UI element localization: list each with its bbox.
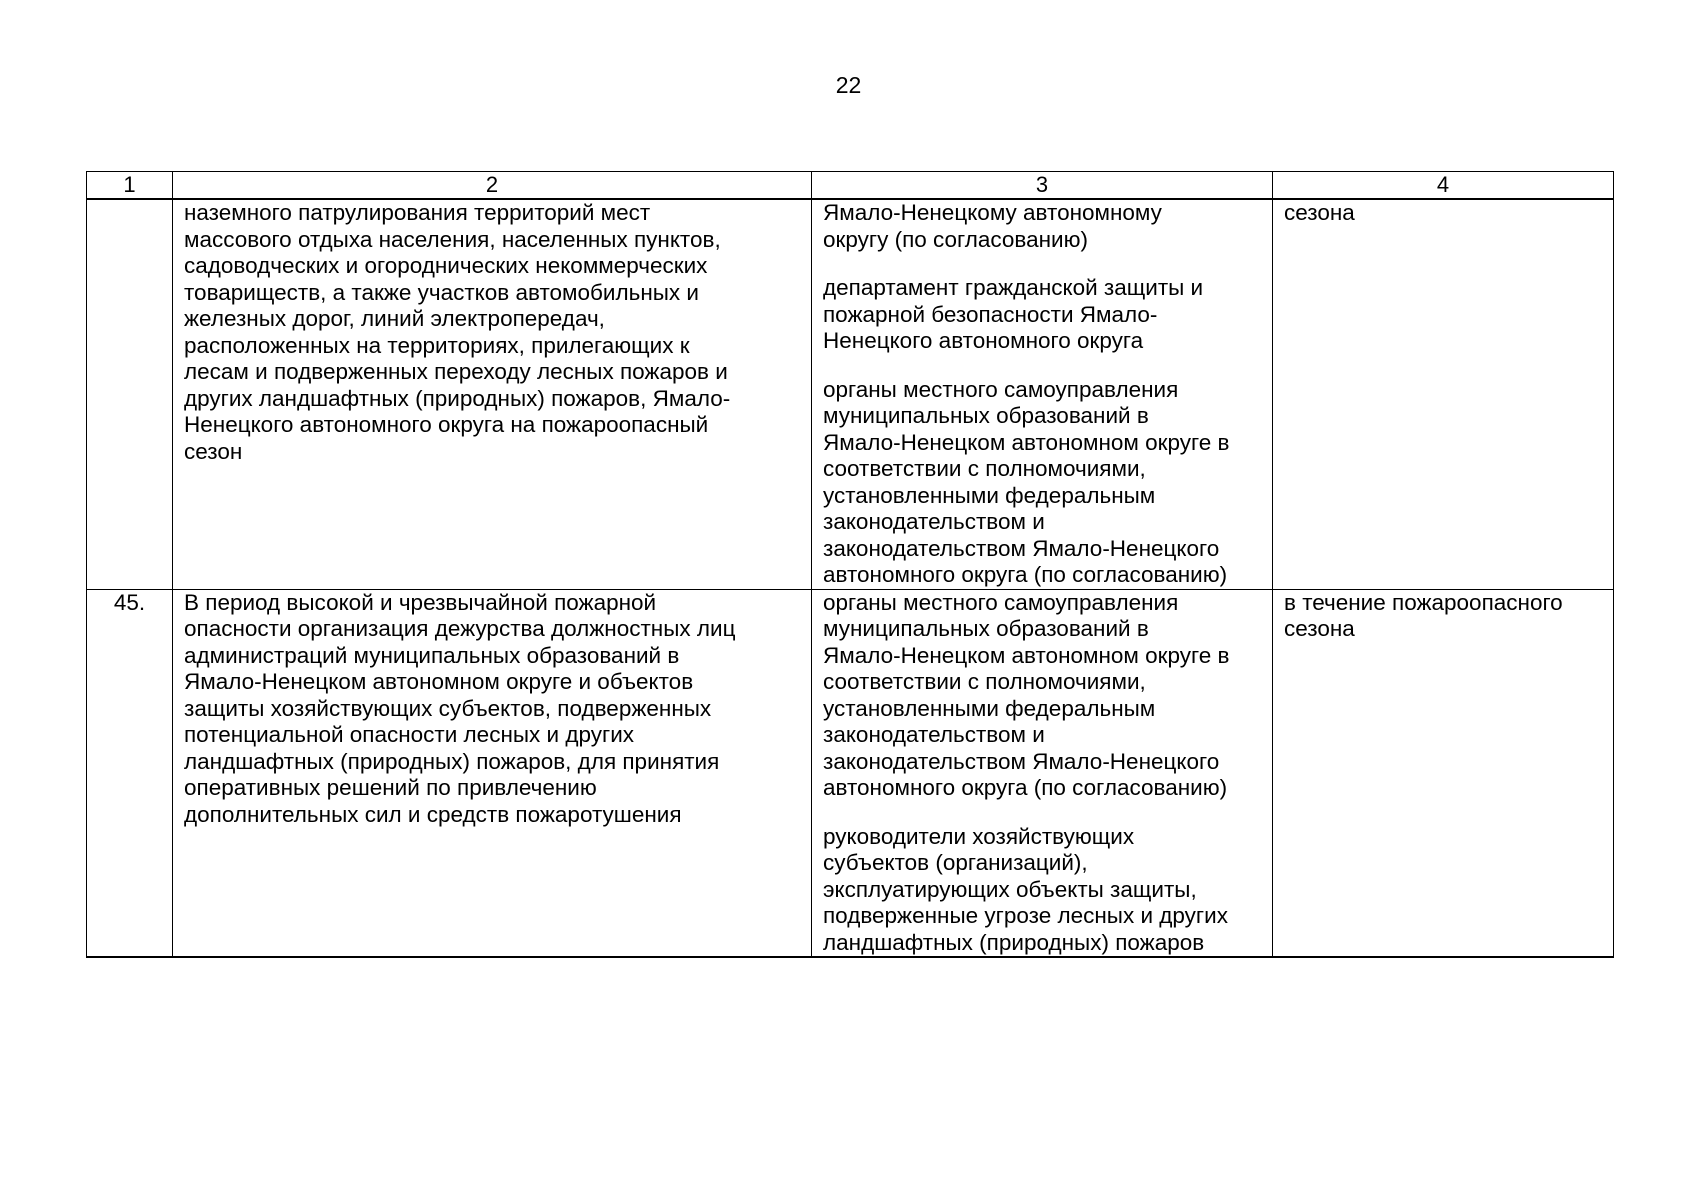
action-text bbox=[184, 200, 801, 465]
text-line: Ямало-Ненецком автономном округе в bbox=[823, 429, 1230, 455]
text-line: Ямало-Ненецкому автономному bbox=[823, 200, 1162, 225]
text-line: Ненецкого автономного округа bbox=[823, 328, 1144, 353]
responsible-entry bbox=[823, 377, 1262, 589]
text-line: опасности организация дежурства должностных лиц bbox=[184, 616, 736, 641]
text-line: органы местного самоуправления bbox=[823, 376, 1179, 402]
text-line: сезона bbox=[1284, 200, 1355, 225]
text-line: подверженные угрозе лесных и других bbox=[823, 903, 1228, 928]
text-line: органы местного самоуправления bbox=[823, 589, 1179, 615]
text-line: законодательством и bbox=[823, 722, 1045, 747]
table-header-row bbox=[87, 172, 1614, 200]
deadline-text bbox=[1284, 590, 1603, 643]
text-line: эксплуатирующих объекты защиты, bbox=[823, 876, 1197, 902]
responsible-cell bbox=[812, 199, 1273, 589]
text-line: соответствии с полномочиями, bbox=[823, 669, 1146, 694]
text-line: установленными федеральным bbox=[823, 482, 1156, 508]
text-line: железных дорог, линий электропередач, bbox=[184, 306, 605, 331]
responsible-entry bbox=[823, 824, 1262, 957]
deadline-cell bbox=[1273, 589, 1614, 957]
row-number bbox=[87, 199, 173, 589]
text-line: ландшафтных (природных) пожаров bbox=[823, 929, 1205, 955]
text-line: Ямало-Ненецком автономном округе в bbox=[823, 642, 1230, 668]
text-line: администраций муниципальных образований в bbox=[184, 642, 680, 668]
text-line: законодательством и bbox=[823, 509, 1045, 534]
responsible-entry bbox=[823, 275, 1262, 355]
column-header-1: 1 bbox=[87, 172, 173, 200]
column-header-2: 2 bbox=[173, 172, 812, 200]
text-line: муниципальных образований в bbox=[823, 616, 1149, 641]
text-line: департамент гражданской защиты и bbox=[823, 275, 1204, 300]
text-line: субъектов (организаций), bbox=[823, 850, 1088, 875]
row-number: 45. bbox=[87, 589, 173, 957]
table-row bbox=[87, 589, 1614, 957]
text-line: руководители хозяйствующих bbox=[823, 823, 1135, 849]
text-line: сезон bbox=[184, 438, 243, 464]
text-line: законодательством Ямало-Ненецкого bbox=[823, 535, 1220, 561]
column-header-4: 4 bbox=[1273, 172, 1614, 200]
text-line: расположенных на территориях, прилегающих к bbox=[184, 332, 690, 358]
text-line: соответствии с полномочиями, bbox=[823, 456, 1146, 481]
text-line: потенциальной опасности лесных и других bbox=[184, 722, 635, 747]
deadline-cell bbox=[1273, 199, 1614, 589]
text-line: дополнительных сил и средств пожаротушения bbox=[184, 801, 682, 827]
measures-table bbox=[86, 171, 1614, 958]
table-row bbox=[87, 199, 1614, 589]
text-line: В период высокой и чрезвычайной пожарной bbox=[184, 589, 657, 615]
responsible-entry bbox=[823, 590, 1262, 802]
action-text bbox=[184, 590, 801, 829]
text-line: других ландшафтных (природных) пожаров, Ямало- bbox=[184, 385, 731, 411]
text-line: автономного округа (по согласованию) bbox=[823, 562, 1228, 587]
text-line: в течение пожароопасного bbox=[1284, 589, 1563, 615]
text-line: муниципальных образований в bbox=[823, 403, 1149, 428]
text-line: защиты хозяйствующих субъектов, подверженных bbox=[184, 695, 712, 721]
text-line: Ненецкого автономного округа на пожароопасный bbox=[184, 412, 709, 437]
text-line: оперативных решений по привлечению bbox=[184, 775, 597, 800]
text-line: наземного патрулирования территорий мест bbox=[184, 200, 651, 225]
responsible-cell bbox=[812, 589, 1273, 957]
page-number: 22 bbox=[835, 72, 862, 98]
text-line: массового отдыха населения, населенных пунктов, bbox=[184, 226, 721, 252]
text-line: автономного округа (по согласованию) bbox=[823, 775, 1228, 800]
column-header-3: 3 bbox=[812, 172, 1273, 200]
deadline-text bbox=[1284, 200, 1603, 227]
text-line: законодательством Ямало-Ненецкого bbox=[823, 748, 1220, 774]
text-line: лесам и подверженных переходу лесных пожаров и bbox=[184, 359, 728, 384]
action-cell bbox=[173, 589, 812, 957]
text-line: ландшафтных (природных) пожаров, для принятия bbox=[184, 748, 720, 774]
text-line: пожарной безопасности Ямало- bbox=[823, 301, 1158, 327]
text-line: установленными федеральным bbox=[823, 695, 1156, 721]
text-line: сезона bbox=[1284, 616, 1355, 641]
action-cell bbox=[173, 199, 812, 589]
responsible-entry bbox=[823, 200, 1262, 253]
text-line: садоводческих и огороднических некоммерческих bbox=[184, 253, 708, 278]
text-line: округу (по согласованию) bbox=[823, 226, 1088, 252]
text-line: Ямало-Ненецком автономном округе и объектов bbox=[184, 669, 694, 694]
text-line: товариществ, а также участков автомобильных и bbox=[184, 279, 699, 305]
